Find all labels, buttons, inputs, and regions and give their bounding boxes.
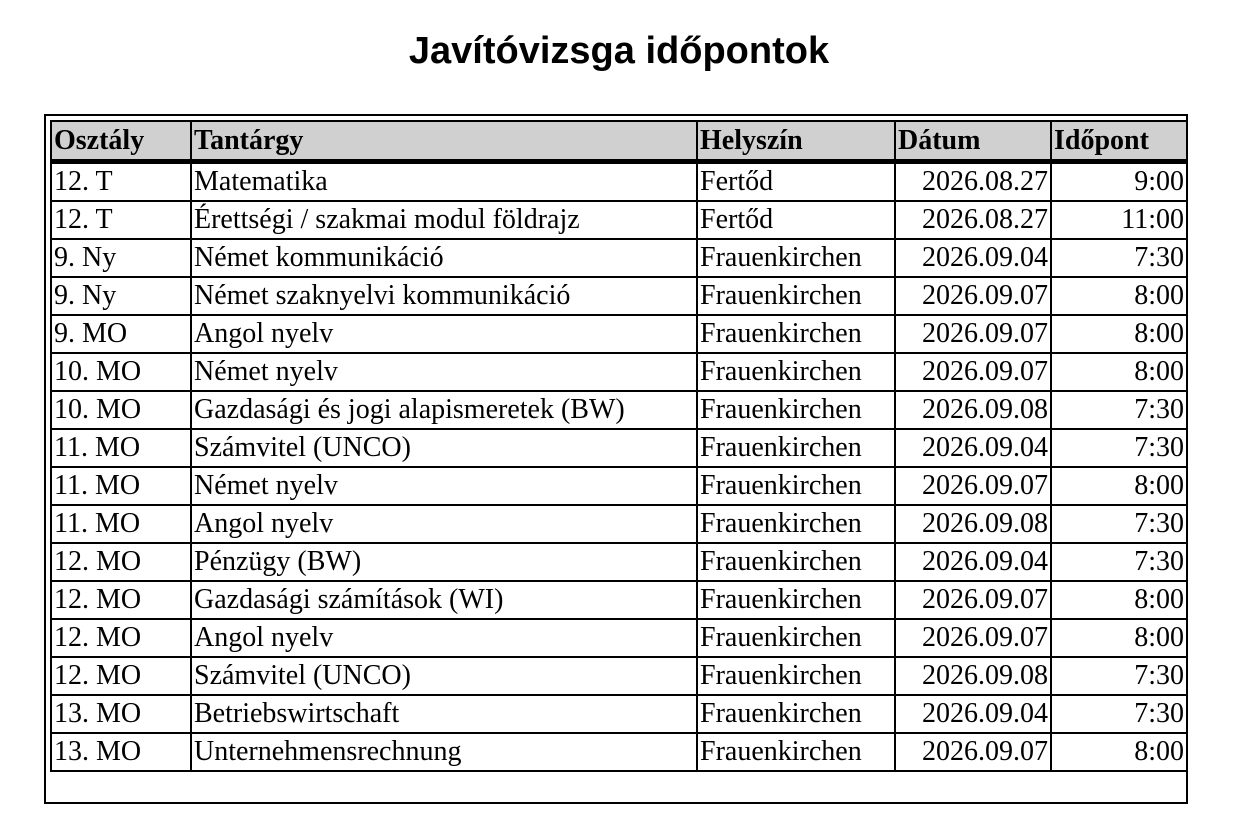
header-subject: Tantárgy xyxy=(191,121,697,162)
exam-schedule-table xyxy=(50,120,1188,772)
cell-subject: Angol nyelv xyxy=(191,315,697,353)
cell-class: 11. MO xyxy=(51,429,191,467)
cell-subject: Német nyelv xyxy=(191,353,697,391)
table-row xyxy=(51,733,1187,771)
table-row xyxy=(51,543,1187,581)
cell-time: 7:30 xyxy=(1051,657,1187,695)
cell-place: Frauenkirchen xyxy=(697,467,895,505)
table-row xyxy=(51,467,1187,505)
cell-subject: Angol nyelv xyxy=(191,505,697,543)
table-row xyxy=(51,657,1187,695)
cell-time: 7:30 xyxy=(1051,429,1187,467)
cell-date: 2026.09.08 xyxy=(895,391,1051,429)
table-row xyxy=(51,315,1187,353)
cell-subject: Érettségi / szakmai modul földrajz xyxy=(191,201,697,239)
cell-class: 11. MO xyxy=(51,467,191,505)
cell-time: 7:30 xyxy=(1051,505,1187,543)
cell-subject: Gazdasági és jogi alapismeretek (BW) xyxy=(191,391,697,429)
cell-time: 7:30 xyxy=(1051,543,1187,581)
cell-place: Frauenkirchen xyxy=(697,543,895,581)
table-row xyxy=(51,619,1187,657)
cell-class: 12. T xyxy=(51,162,191,202)
cell-place: Frauenkirchen xyxy=(697,695,895,733)
cell-place: Frauenkirchen xyxy=(697,353,895,391)
cell-class: 10. MO xyxy=(51,353,191,391)
page-title: Javítóvizsga időpontok xyxy=(408,30,830,72)
cell-date: 2026.09.04 xyxy=(895,695,1051,733)
cell-date: 2026.09.07 xyxy=(895,581,1051,619)
cell-class: 12. MO xyxy=(51,657,191,695)
cell-time: 8:00 xyxy=(1051,619,1187,657)
cell-date: 2026.09.07 xyxy=(895,467,1051,505)
header-date: Dátum xyxy=(895,121,1051,162)
cell-place: Frauenkirchen xyxy=(697,277,895,315)
cell-time: 8:00 xyxy=(1051,733,1187,771)
cell-time: 8:00 xyxy=(1051,467,1187,505)
cell-time: 7:30 xyxy=(1051,391,1187,429)
header-time: Időpont xyxy=(1051,121,1187,162)
cell-class: 12. MO xyxy=(51,581,191,619)
cell-time: 8:00 xyxy=(1051,315,1187,353)
exam-schedule-table-frame xyxy=(44,114,1188,804)
cell-class: 9. Ny xyxy=(51,277,191,315)
cell-time: 11:00 xyxy=(1051,201,1187,239)
table-row xyxy=(51,239,1187,277)
cell-class: 9. Ny xyxy=(51,239,191,277)
cell-class: 11. MO xyxy=(51,505,191,543)
cell-class: 12. MO xyxy=(51,543,191,581)
cell-place: Frauenkirchen xyxy=(697,619,895,657)
table-row xyxy=(51,391,1187,429)
cell-time: 8:00 xyxy=(1051,277,1187,315)
table-body xyxy=(51,162,1187,772)
cell-class: 13. MO xyxy=(51,733,191,771)
table-row xyxy=(51,695,1187,733)
cell-place: Frauenkirchen xyxy=(697,315,895,353)
table-row xyxy=(51,581,1187,619)
header-class: Osztály xyxy=(51,121,191,162)
cell-subject: Pénzügy (BW) xyxy=(191,543,697,581)
cell-subject: Gazdasági számítások (WI) xyxy=(191,581,697,619)
cell-date: 2026.09.07 xyxy=(895,619,1051,657)
cell-class: 13. MO xyxy=(51,695,191,733)
cell-date: 2026.09.07 xyxy=(895,277,1051,315)
cell-place: Frauenkirchen xyxy=(697,239,895,277)
cell-subject: Matematika xyxy=(191,162,697,202)
cell-class: 9. MO xyxy=(51,315,191,353)
cell-date: 2026.09.07 xyxy=(895,733,1051,771)
cell-class: 12. T xyxy=(51,201,191,239)
cell-place: Fertőd xyxy=(697,201,895,239)
cell-place: Frauenkirchen xyxy=(697,391,895,429)
cell-subject: Német nyelv xyxy=(191,467,697,505)
cell-subject: Német kommunikáció xyxy=(191,239,697,277)
cell-subject: Számvitel (UNCO) xyxy=(191,657,697,695)
cell-subject: Unternehmensrechnung xyxy=(191,733,697,771)
cell-subject: Számvitel (UNCO) xyxy=(191,429,697,467)
cell-time: 7:30 xyxy=(1051,695,1187,733)
table-row xyxy=(51,505,1187,543)
cell-date: 2026.09.08 xyxy=(895,505,1051,543)
header-place: Helyszín xyxy=(697,121,895,162)
cell-time: 7:30 xyxy=(1051,239,1187,277)
table-row xyxy=(51,201,1187,239)
cell-class: 12. MO xyxy=(51,619,191,657)
table-row xyxy=(51,429,1187,467)
table-row xyxy=(51,353,1187,391)
cell-date: 2026.09.07 xyxy=(895,315,1051,353)
cell-place: Frauenkirchen xyxy=(697,429,895,467)
table-row xyxy=(51,162,1187,202)
cell-place: Fertőd xyxy=(697,162,895,202)
cell-date: 2026.09.07 xyxy=(895,353,1051,391)
cell-time: 8:00 xyxy=(1051,581,1187,619)
cell-date: 2026.09.04 xyxy=(895,543,1051,581)
cell-class: 10. MO xyxy=(51,391,191,429)
table-header-row xyxy=(51,121,1187,162)
cell-date: 2026.09.04 xyxy=(895,239,1051,277)
cell-subject: Betriebswirtschaft xyxy=(191,695,697,733)
cell-date: 2026.09.08 xyxy=(895,657,1051,695)
cell-subject: Német szaknyelvi kommunikáció xyxy=(191,277,697,315)
cell-time: 8:00 xyxy=(1051,353,1187,391)
cell-date: 2026.08.27 xyxy=(895,201,1051,239)
cell-place: Frauenkirchen xyxy=(697,505,895,543)
cell-place: Frauenkirchen xyxy=(697,581,895,619)
cell-place: Frauenkirchen xyxy=(697,657,895,695)
cell-place: Frauenkirchen xyxy=(697,733,895,771)
cell-subject: Angol nyelv xyxy=(191,619,697,657)
cell-time: 9:00 xyxy=(1051,162,1187,202)
cell-date: 2026.08.27 xyxy=(895,162,1051,202)
cell-date: 2026.09.04 xyxy=(895,429,1051,467)
table-row xyxy=(51,277,1187,315)
